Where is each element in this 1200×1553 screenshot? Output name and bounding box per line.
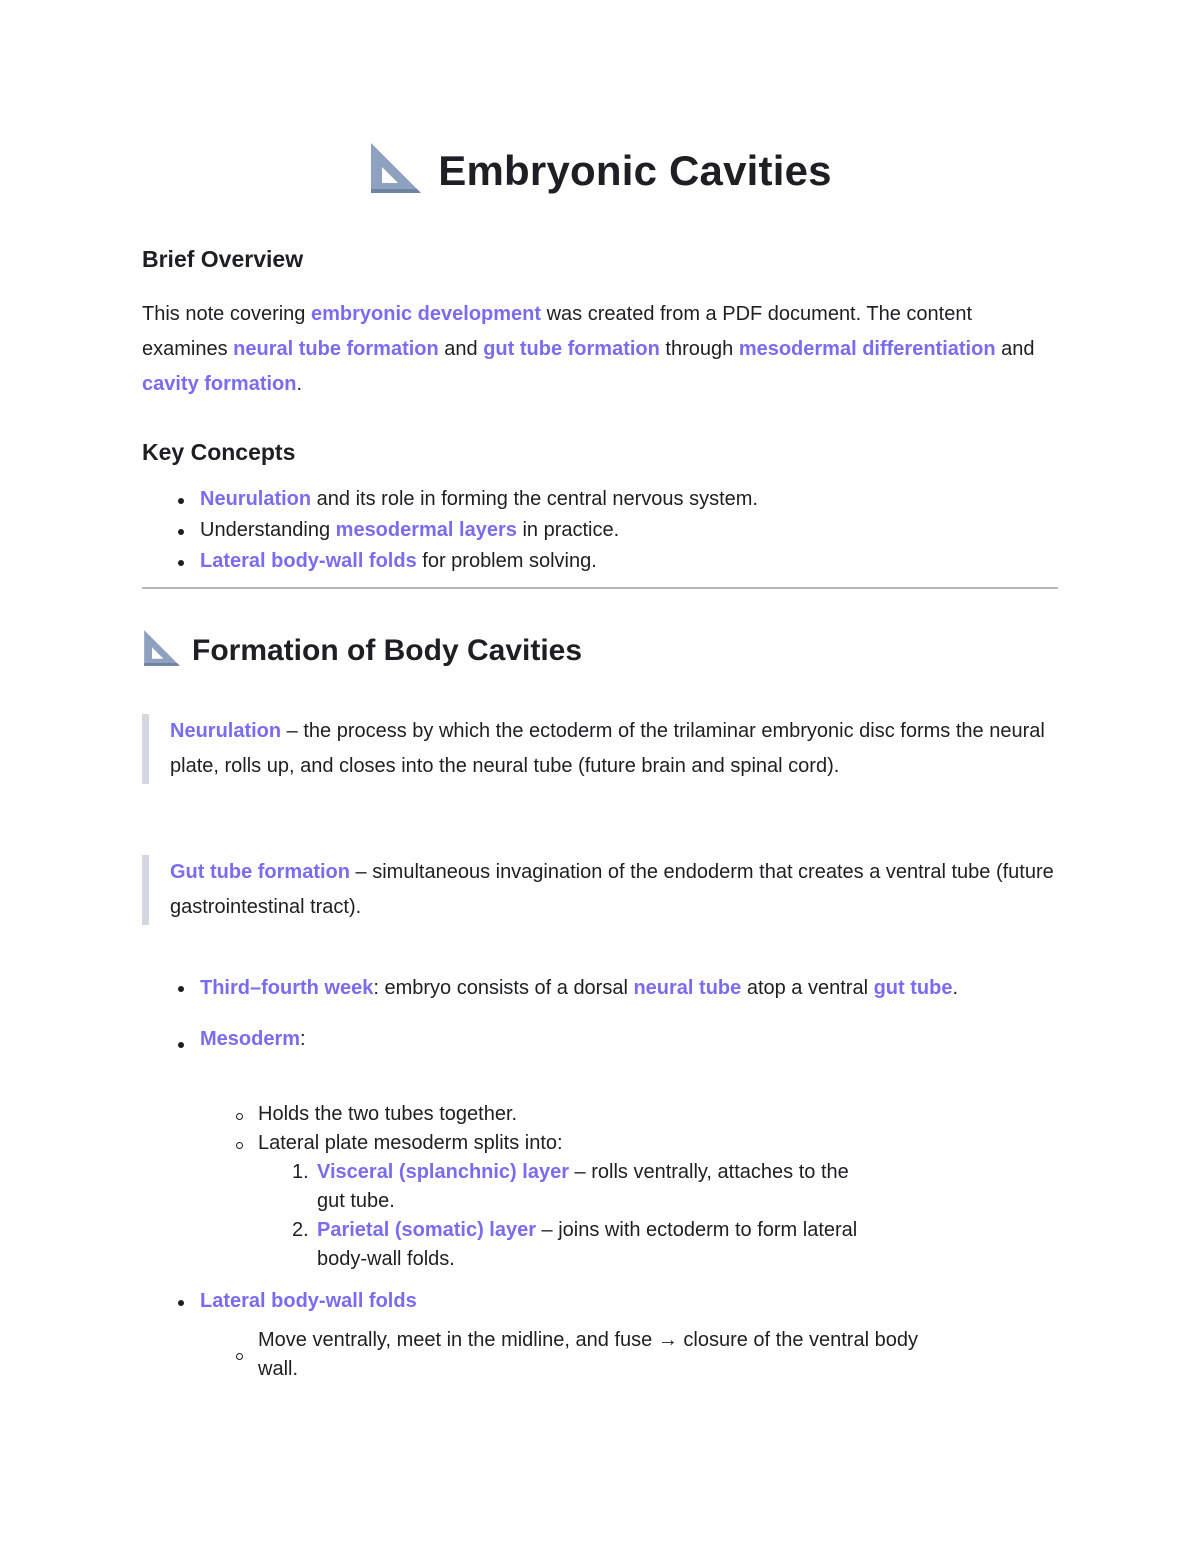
triangular-ruler-icon — [368, 140, 424, 201]
list-item: Understanding mesodermal layers in practice. — [142, 515, 1052, 546]
blockquote-gut-tube: Gut tube formation – simultaneous invagination of the endoderm that creates a ventral tube (future gastrointestinal tract). — [142, 855, 1075, 925]
overview-paragraph: This note covering embryonic development was created from a PDF document. The content examines neural tube formation and gut tube formation through mesodermal differentiation and cavity formation. — [142, 303, 1035, 395]
page-title: Embryonic Cavities — [438, 146, 832, 194]
ordered-list-item: 1. Visceral (splanchnic) layer – rolls ventrally, attaches to the gut tube. — [292, 1161, 849, 1212]
mesoderm-sublist — [142, 1100, 1052, 1274]
highlight-term: gut tube formation — [483, 338, 660, 360]
list-item-mesoderm: Mesoderm: — [142, 1025, 1052, 1062]
list-item-week: Third–fourth week: embryo consists of a dorsal neural tube atop a ventral gut tube. — [142, 965, 1020, 1011]
highlight-term: neural tube formation — [233, 338, 439, 360]
ordered-layer-list — [142, 1158, 1052, 1274]
divider — [142, 587, 1058, 589]
section-list — [142, 965, 1052, 1062]
key-concepts-list — [142, 484, 1052, 577]
sub-list-item: Holds the two tubes together. — [142, 1100, 1052, 1129]
blockquote-neurulation: Neurulation – the process by which the ectoderm of the trilaminar embryonic disc forms the neural plate, rolls up, and closes into the neural tube (future brain and spinal cord). — [142, 714, 1075, 784]
key-concepts-heading: Key Concepts — [142, 439, 296, 465]
ordered-list-item: 2. Parietal (somatic) layer – joins with ectoderm to form lateral body-wall folds. — [292, 1219, 858, 1270]
list-item-folds: Lateral body-wall folds — [142, 1287, 1052, 1316]
highlight-term: embryonic development — [310, 303, 542, 325]
section-heading: Formation of Body Cavities — [192, 633, 583, 667]
triangular-ruler-icon — [142, 628, 182, 673]
sub-list-item: Lateral plate mesoderm splits into: — [142, 1129, 1052, 1158]
list-item: Neurulation and its role in forming the central nervous system. — [142, 484, 1052, 515]
highlight-term: mesodermal differentiation — [738, 338, 996, 360]
section-heading-row — [142, 628, 582, 673]
highlight-term: cavity formation — [142, 373, 297, 395]
overview-heading: Brief Overview — [142, 246, 304, 272]
sub-list-item: Move ventrally, meet in the midline, and fuse → closure of the ventral body wall. — [142, 1326, 958, 1384]
title-row — [0, 140, 1200, 201]
folds-sublist — [142, 1326, 1052, 1384]
list-item: Lateral body-wall folds for problem solving. — [142, 546, 1052, 577]
folds-list — [142, 1287, 1052, 1316]
